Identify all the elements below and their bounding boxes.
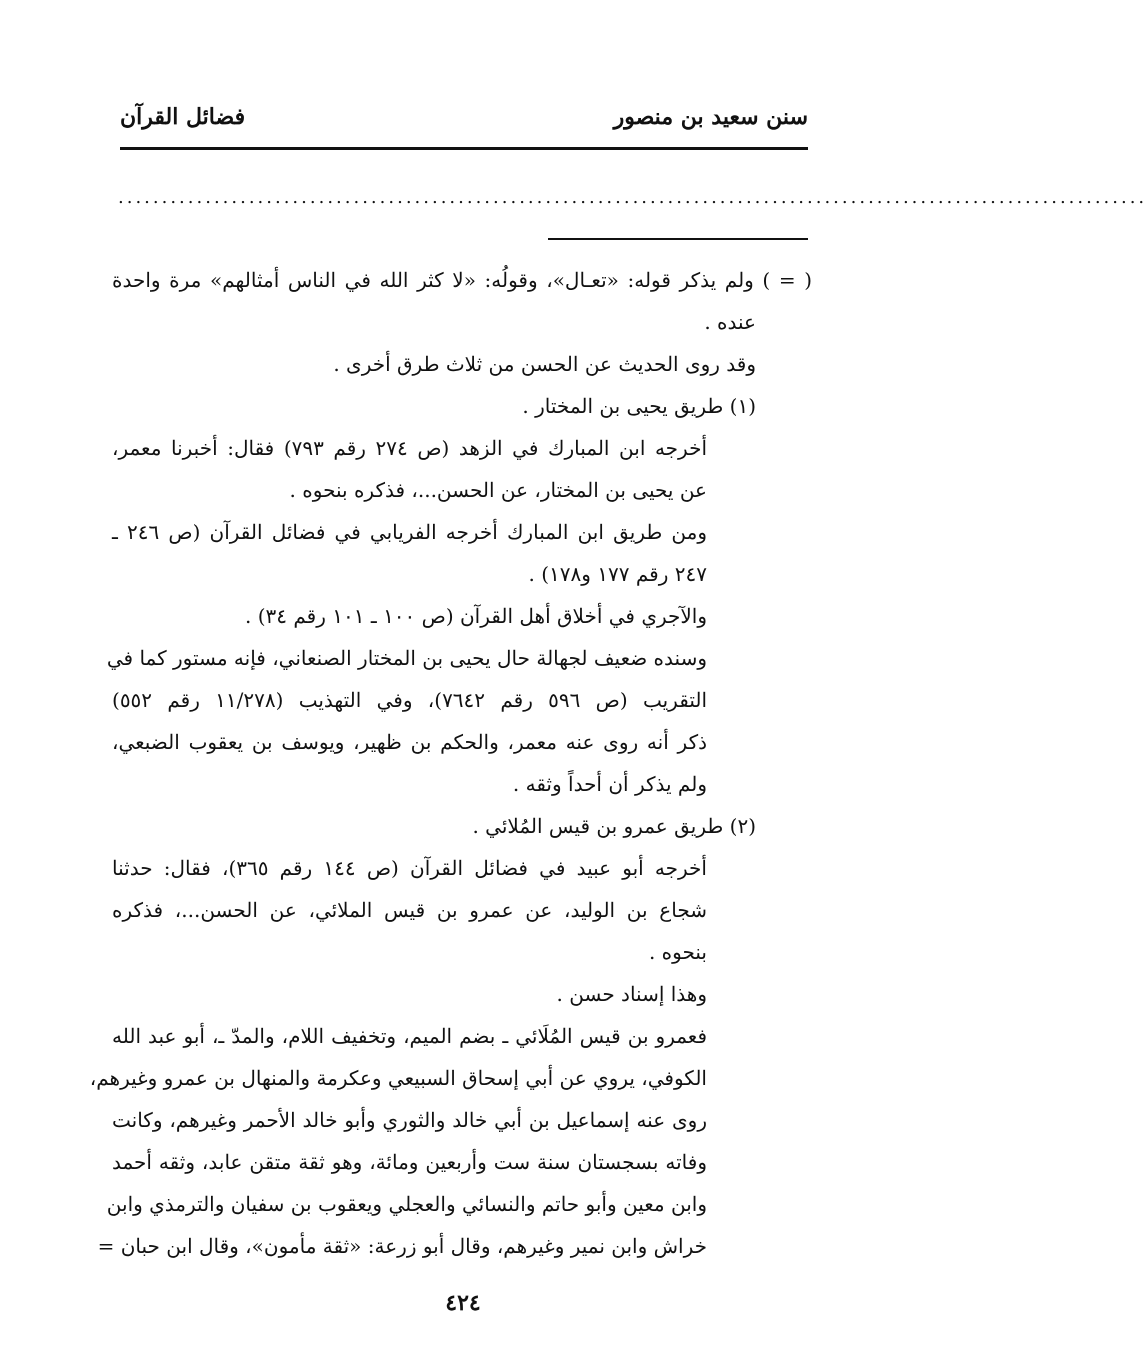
text-line: التقريب (ص ٥٩٦ رقم ٧٦٤٢)، وفي التهذيب (١١/٢٧٨ رقم ٥٥٢): [112, 688, 707, 712]
text-line: وفاته بسجستان سنة ست وأربعين ومائة، وهو ثقة متقن عابد، وثقه أحمد: [112, 1150, 707, 1174]
list-item-heading: (٢) طريق عمرو بن قيس المُلائي .: [472, 814, 756, 838]
page-number: ٤٢٤: [445, 1290, 481, 1316]
header-rule: [120, 147, 808, 150]
dotted-separator: ......................................................................................................................: [118, 187, 1147, 208]
text-line: وهذا إسناد حسن .: [556, 982, 707, 1006]
list-item-heading: (١) طريق يحيى بن المختار .: [522, 394, 756, 418]
text-line: بنحوه .: [648, 940, 707, 964]
text-line: ولم يذكر أن أحداً وثقه .: [512, 772, 707, 796]
text-line: ( = ) ولم يذكر قوله: «تعـال»، وقولُه: «لا كثر الله في الناس أمثالهم» مرة واحدة: [112, 268, 812, 292]
text-line: وابن معين وأبو حاتم والنسائي والعجلي ويعقوب بن سفيان والترمذي وابن: [106, 1192, 707, 1216]
page-header: [120, 98, 808, 138]
book-title: سنن سعيد بن منصور: [613, 104, 808, 130]
text-line: وقد روى الحديث عن الحسن من ثلاث طرق أخرى .: [333, 352, 756, 376]
text-line: وسنده ضعيف لجهالة حال يحيى بن المختار الصنعاني، فإنه مستور كما في: [106, 646, 707, 670]
text-line: عنده .: [704, 310, 756, 334]
section-title: فضائل القرآن: [120, 104, 246, 130]
text-line: فعمرو بن قيس المُلَائي ـ بضم الميم، وتخفيف اللام، والمدّ ـ، أبو عبد الله: [112, 1024, 707, 1048]
text-line: عن يحيى بن المختار، عن الحسن...، فذكره بنحوه .: [289, 478, 707, 502]
text-line: خراش وابن نمير وغيرهم، وقال أبو زرعة: «ثقة مأمون»، وقال ابن حبان =: [97, 1234, 707, 1258]
footnote-rule: [548, 238, 808, 240]
text-line: أخرجه ابن المبارك في الزهد (ص ٢٧٤ رقم ٧٩٣) فقال: أخبرنا معمر،: [112, 436, 707, 460]
text-line: أخرجه أبو عبيد في فضائل القرآن (ص ١٤٤ رقم ٣٦٥)، فقال: حدثنا: [112, 856, 707, 880]
text-line: الكوفي، يروي عن أبي إسحاق السبيعي وعكرمة والمنهال بن عمرو وغيرهم،: [89, 1066, 707, 1090]
text-line: ومن طريق ابن المبارك أخرجه الفريابي في فضائل القرآن (ص ٢٤٦ ـ: [112, 520, 708, 544]
text-line: ٢٤٧ رقم ١٧٧ و١٧٨) .: [528, 562, 707, 586]
text-line: روى عنه إسماعيل بن أبي خالد والثوري وأبو خالد الأحمر وغيرهم، وكانت: [112, 1108, 707, 1132]
text-line: ذكر أنه روى عنه معمر، والحكم بن ظهير، ويوسف بن يعقوب الضبعي،: [112, 730, 707, 754]
text-line: والآجري في أخلاق أهل القرآن (ص ١٠٠ ـ ١٠١ رقم ٣٤) .: [244, 604, 707, 628]
text-line: شجاع بن الوليد، عن عمرو بن قيس الملائي، عن الحسن...، فذكره: [112, 898, 707, 922]
